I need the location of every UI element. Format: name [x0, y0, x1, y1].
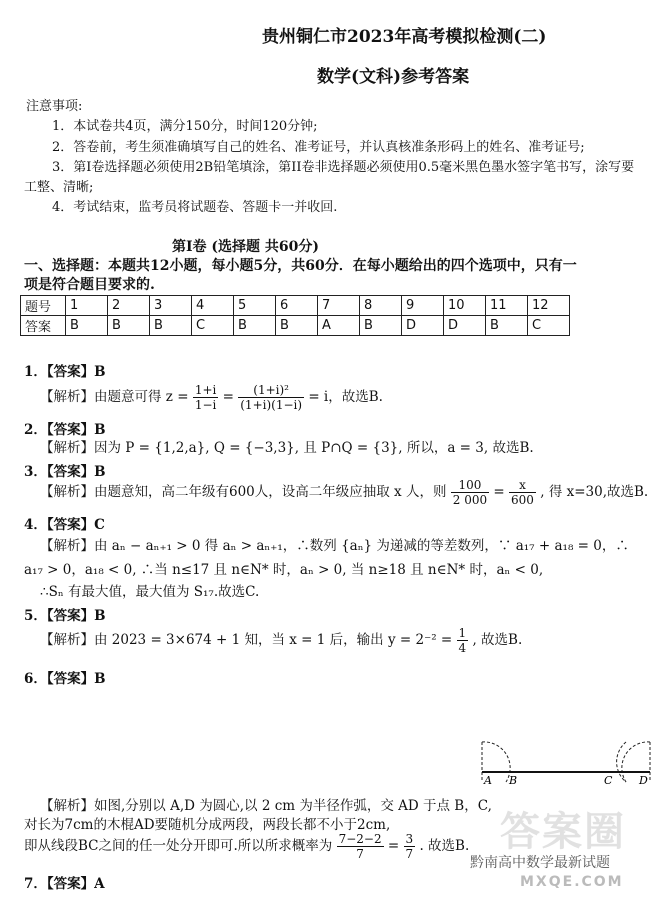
notice-item: 1．本试卷共4页，满分150分，时间120分钟; [52, 119, 318, 134]
q6-explanation: 【解析】如图,分别以 A,D 为圆心,以 2 cm 为半径作弧，交 AD 于点 B，C, [40, 798, 492, 814]
table-cell: 5 [234, 296, 276, 316]
q6-text: . 故选B. [419, 838, 470, 854]
label-a: A [484, 774, 492, 787]
label-c: C [604, 774, 613, 787]
arc-d [617, 742, 626, 782]
notice-item: 工整、清晰; [24, 180, 94, 195]
table-cell: C [528, 316, 570, 336]
section-instruction: 项是符合题目要求的. [24, 277, 155, 293]
table-cell: 7 [318, 296, 360, 316]
table-cell: D [444, 316, 486, 336]
fraction-numerator: 1 [458, 626, 467, 640]
q1-fraction [193, 383, 219, 412]
table-row [21, 316, 570, 336]
q4-explanation: ∴Sₙ 有最大值，最大值为 S₁₇.故选C. [40, 584, 260, 600]
notice-item: 2．答卷前，考生须准确填写自己的姓名、准考证号，并认真核准条形码上的姓名、准考证号; [52, 140, 585, 155]
table-cell: D [402, 316, 444, 336]
table-cell: 2 [108, 296, 150, 316]
fraction-numerator: 7−2−2 [338, 832, 382, 846]
q5-formula: y = 2⁻² = [387, 632, 453, 648]
q3-fraction [509, 478, 536, 507]
fraction-denominator: 2 000 [452, 493, 488, 507]
q4-explanation: 【解析】由 aₙ − aₙ₊₁ > 0 得 aₙ > aₙ₊₁，∴数列 {aₙ} 为递减的等差数列，∵ a₁₇ + a₁₈ = 0，∴ [40, 538, 629, 554]
equals-sign: = [222, 389, 234, 405]
q3-text: , 得 x=30,故选B. [540, 484, 649, 500]
table-cell: C [192, 316, 234, 336]
fraction-denominator: (1+i)(1−i) [240, 398, 303, 412]
watermark-subtitle: 黔南高中数学最新试题 [470, 855, 610, 871]
table-cell: B [276, 316, 318, 336]
q7-answer: 7．【答案】A [24, 876, 105, 892]
q6-answer: 6．【答案】B [24, 671, 106, 687]
q3-fraction [451, 478, 489, 507]
fraction-numerator: x [509, 478, 536, 493]
q1-text: = i，故选B. [308, 389, 383, 405]
q6-text: 即从线段BC之间的任一处分开即可.所以所求概率为 [24, 838, 333, 854]
q3-text: 【解析】由题意知，高二年级有600人，设高二年级应抽取 x 人，则 [40, 484, 447, 500]
q1-explanation [40, 380, 383, 414]
table-cell: 12 [528, 296, 570, 316]
notice-heading: 注意事项: [26, 99, 83, 114]
section-instruction: 一、选择题：本题共12小题，每小题5分，共60分．在每小题给出的四个选项中，只有一 [24, 258, 577, 274]
table-cell: B [360, 316, 402, 336]
q6-fraction [404, 832, 416, 861]
q6-fraction [337, 832, 384, 861]
q3-answer: 3．【答案】B [24, 464, 106, 480]
notice-item: 4．考试结束，监考员将试题卷、答题卡一并收回. [52, 200, 338, 215]
fraction-numerator: 100 [451, 478, 489, 493]
q4-answer: 4．【答案】C [24, 517, 105, 533]
label-d: D [639, 774, 648, 787]
table-cell: B [66, 316, 108, 336]
fraction-numerator: (1+i)² [238, 383, 304, 398]
q1-answer: 1．【答案】B [24, 364, 106, 380]
table-cell: 3 [150, 296, 192, 316]
table-header-cell: 答案 [21, 316, 66, 336]
q2-answer: 2．【答案】B [24, 422, 106, 438]
table-cell: 4 [192, 296, 234, 316]
fraction-numerator: 1+i [194, 383, 217, 397]
fraction-denominator: 1−i [194, 398, 217, 412]
table-cell: B [486, 316, 528, 336]
q6-explanation: 对长为7cm的木棍AD要随机分成两段，两段长都不小于2cm, [24, 817, 391, 833]
page-title: 贵州铜仁市2023年高考模拟检测(二) [262, 27, 547, 47]
q6-explanation [24, 826, 469, 866]
q2-explanation: 【解析】因为 P = {1,2,a}, Q = {−3,3}, 且 P∩Q = {3}, 所以，a = 3, 故选B. [40, 440, 534, 456]
table-cell: 11 [486, 296, 528, 316]
q5-text: 【解析】由 2023 = 3×674 + 1 知，当 x = 1 后，输出 [40, 632, 384, 648]
table-header-cell: 题号 [21, 296, 66, 316]
fraction-denominator: 4 [458, 641, 467, 655]
page-subtitle: 数学(文科)参考答案 [317, 67, 470, 87]
table-cell: B [150, 316, 192, 336]
fraction-numerator: 3 [405, 832, 414, 846]
equals-sign: = [493, 484, 505, 500]
watermark-url: MXQE.COM [520, 874, 624, 890]
table-cell: B [108, 316, 150, 336]
label-b: B [509, 774, 518, 787]
q6-diagram [476, 738, 656, 794]
table-row [21, 296, 570, 316]
q5-fraction [457, 626, 469, 655]
fraction-denominator: 600 [511, 493, 534, 507]
table-cell: A [318, 316, 360, 336]
q1-text: 【解析】由题意可得 z = [40, 389, 189, 405]
fraction-denominator: 7 [405, 847, 414, 861]
q3-explanation [40, 472, 648, 512]
section-title: 第I卷 (选择题 共60分) [172, 239, 320, 255]
answer-table [20, 295, 570, 336]
notice-item: 3．第I卷选择题必须使用2B铅笔填涂，第II卷非选择题必须使用0.5毫米黑色墨水签字笔书写，涂写要 [52, 160, 635, 175]
table-cell: 8 [360, 296, 402, 316]
table-cell: 10 [444, 296, 486, 316]
q5-answer: 5．【答案】B [24, 608, 106, 624]
table-cell: 9 [402, 296, 444, 316]
q5-text: , 故选B. [472, 632, 523, 648]
fraction-denominator: 7 [356, 847, 364, 861]
table-cell: 6 [276, 296, 318, 316]
q5-explanation [40, 620, 522, 660]
table-cell: B [234, 316, 276, 336]
equals-sign: = [387, 838, 400, 854]
q1-fraction [238, 383, 304, 412]
watermark-logo: 答案圈 [500, 809, 626, 855]
table-cell: 1 [66, 296, 108, 316]
q4-explanation: a₁₇ > 0，a₁₈ < 0, ∴当 n≤17 且 n∈N* 时，aₙ > 0, 当 n≥18 且 n∈N* 时，aₙ < 0, [24, 562, 544, 578]
